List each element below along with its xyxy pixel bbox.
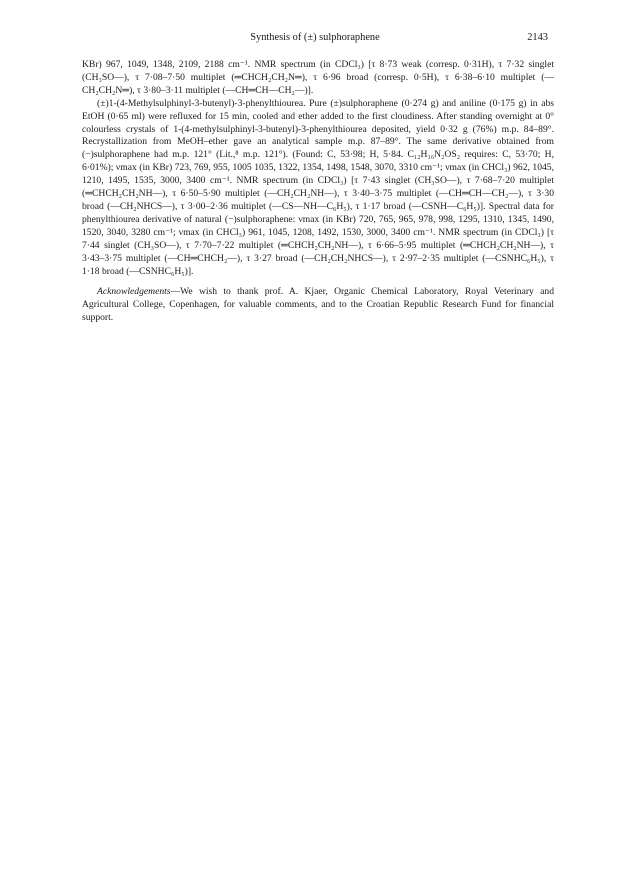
paragraph-nmr-continuation: KBr) 967, 1049, 1348, 2109, 2188 cm⁻¹. NMR spectrum (in CDCl₃) [τ 8·73 weak (corresp. 0·31H), τ 7·32 singlet (CH₃SO—), τ 7·08–7·50 multiplet (═CHCH₂CH₂N═), τ 6·96 broad (corresp. 0·5H), τ 6·38–6·10 multiplet (—CH₂CH₂N═), τ 3·80–3·11 multiplet (—CH═CH—CH₂—)]. xyxy=(82,59,554,96)
acknowledgements-label: Acknowledgements xyxy=(97,286,171,298)
article-body xyxy=(82,59,554,325)
paragraph-phenylthiourea: (±)1-(4-Methylsulphinyl-3-butenyl)-3-phenylthiourea. Pure (±)sulphoraphene (0·274 g) and aniline (0·175 g) in abs EtOH (0·65 ml) were refluxed for 15 min, cooled and ether added to the first cloudiness. After standing overnight at 0° colourless crystals of 1-(4-methylsulphinyl-3-butenyl)-3-phenylthiourea deposited, yield 0·32 g (76%) m.p. 84–89°. Recrystallization from MeOH–ether gave an analytical sample m.p. 87–89°. The same derivative obtained from (−)sulphoraphene had m.p. 121° (Lit.,⁸ m.p. 121°). (Found: C, 53·98; H, 5·84. C₁₂H₁₆N₂OS₂ requires: C, 53·70; H, 6·01%); νmax (in KBr) 723, 769, 955, 1005 1035, 1322, 1354, 1498, 1548, 3070, 3310 cm⁻¹; νmax (in CHCl₃) 962, 1045, 1210, 1495, 1535, 3000, 3400 cm⁻¹. NMR spectrum (in CDCl₃) [τ 7·43 singlet (CH₃SO—), τ 7·68–7·20 multiplet (═CHCH₂CH₂NH—), τ 6·50–5·90 multiplet (—CH₂CH₂NH—), τ 3·40–3·75 multiplet (—CH═CH—CH₂—), τ 3·30 broad (—CH₂NHCS—), τ 3·00–2·36 multiplet (—CS—NH—C₆H₅), τ 1·17 broad (—CSNH—C₆H₅)]. Spectral data for phenylthiourea derivative of natural (−)sulphoraphene: νmax (in KBr) 720, 765, 965, 978, 998, 1295, 1310, 1345, 1490, 1520, 3040, 3280 cm⁻¹; νmax (in CHCl₃) 961, 1045, 1208, 1492, 1530, 3000, 3400 cm⁻¹. NMR spectrum (in CDCl₃) [τ 7·44 singlet (CH₃SO—), τ 7·70–7·22 multiplet (═CHCH₂CH₂NH—), τ 6·66–5·95 multiplet (═CHCH₂CH₂NH—), τ 3·43–3·75 multiplet (—CH═CHCH₂—), τ 3·27 broad (—CH₂CH₂NHCS—), τ 2·97–2·35 multiplet (—CSNHC₆H₅), τ 1·18 broad (—CSNHC₆H₅)]. xyxy=(82,97,554,277)
acknowledgements xyxy=(82,286,554,325)
page-header xyxy=(82,32,548,48)
acknowledgements-text: —We wish to thank prof. A. Kjaer, Organic Chemical Laboratory, Royal Veterinary and Agricultural College, Copenhagen, for valuable comments, and to the Croatian Republic Research Fund for financial support. xyxy=(82,286,554,324)
page-number: 2143 xyxy=(527,32,548,43)
running-title: Synthesis of (±) sulphoraphene xyxy=(250,32,380,43)
